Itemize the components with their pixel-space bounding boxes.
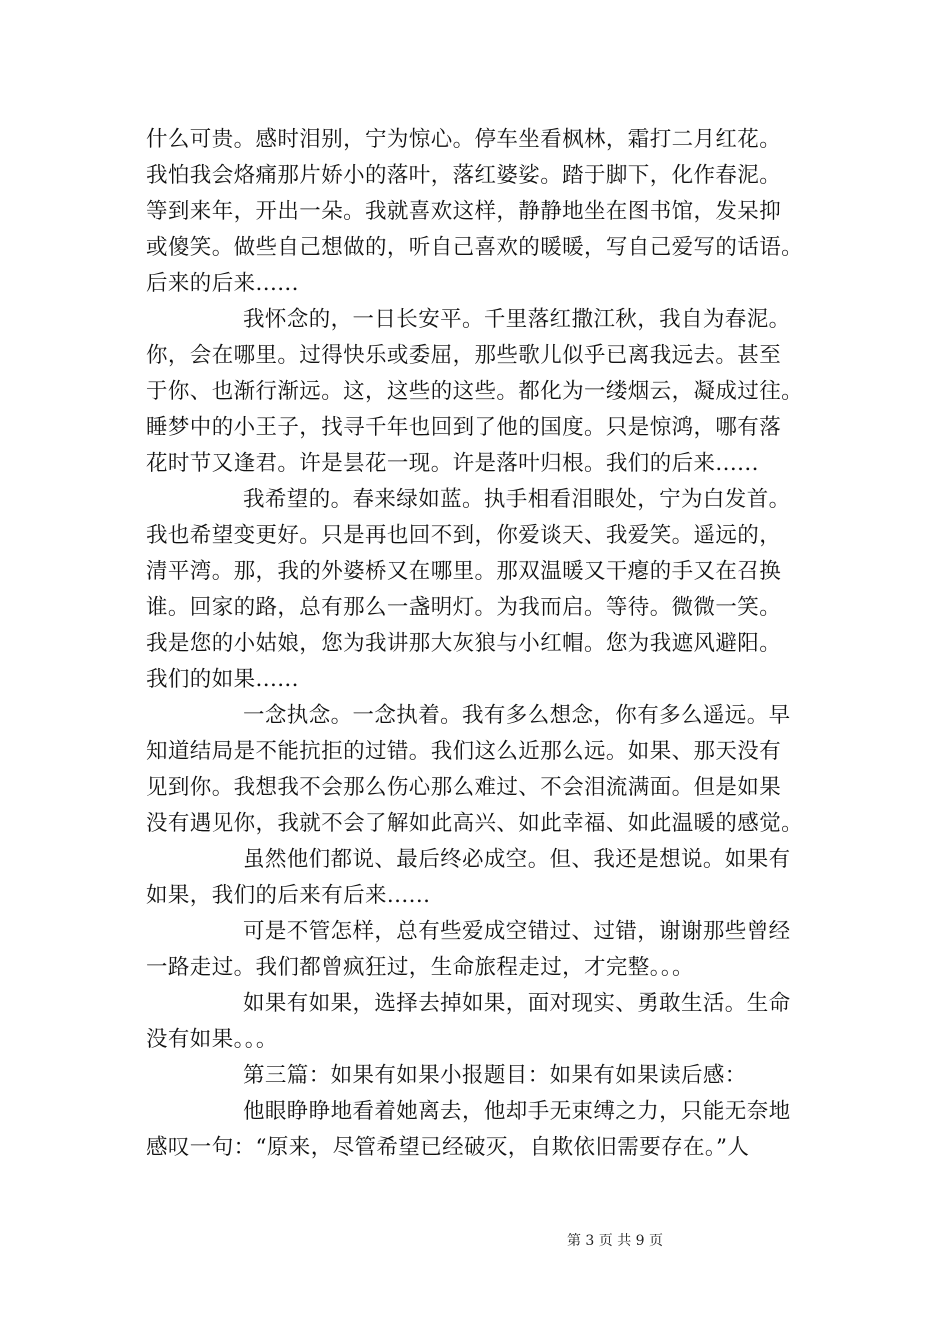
text-line: 谁。回家的路，总有那么一盏明灯。为我而启。等待。微微一笑。 — [146, 595, 782, 620]
text-line: 于你、也渐行渐远。这，这些的这些。都化为一缕烟云，凝成过往。 — [146, 379, 804, 404]
text-line: 如果有如果，选择去掉如果，面对现实、勇敢生活。生命 — [243, 991, 791, 1016]
text-line: 我怀念的，一日长安平。千里落红撒江秋，我自为春泥。 — [243, 307, 791, 332]
document-body — [146, 122, 826, 1166]
text-line: 什么可贵。感时泪别，宁为惊心。停车坐看枫林，霜打二月红花。 — [146, 127, 782, 152]
text-line: 我也希望变更好。只是再也回不到，你爱谈天、我爱笑。遥远的， — [146, 523, 782, 548]
text-line: 虽然他们都说、最后终必成空。但、我还是想说。如果有 — [243, 847, 791, 872]
text-line: 等到来年，开出一朵。我就喜欢这样，静静地坐在图书馆，发呆抑 — [146, 199, 782, 224]
text-line: 你，会在哪里。过得快乐或委屈，那些歌儿似乎已离我远去。甚至 — [146, 343, 782, 368]
text-line: 睡梦中的小王子，找寻千年也回到了他的国度。只是惊鸿，哪有落 — [146, 415, 782, 440]
text-line: 我希望的。春来绿如蓝。执手相看泪眼处，宁为白发首。 — [243, 487, 791, 512]
text-line: 清平湾。那，我的外婆桥又在哪里。那双温暖又干瘪的手又在召换 — [146, 559, 782, 584]
text-line: 见到你。我想我不会那么伤心那么难过、不会泪流满面。但是如果 — [146, 775, 782, 800]
text-line: 一路走过。我们都曾疯狂过，生命旅程走过，才完整。。。 — [146, 955, 694, 980]
text-line: 一念执念。一念执着。我有多么想念，你有多么遥远。早 — [243, 703, 791, 728]
text-line: 我是您的小姑娘，您为我讲那大灰狼与小红帽。您为我遮风避阳。 — [146, 631, 782, 656]
text-line: 没有如果。。。 — [146, 1027, 278, 1052]
text-line: 感叹一句：“原来，尽管希望已经破灭，自欺依旧需要存在。”人 — [146, 1135, 750, 1160]
page-footer: 第 3 页 共 9 页 — [566, 1233, 664, 1249]
text-line: 或傻笑。做些自己想做的，听自己喜欢的暖暖，写自己爱写的话语。 — [146, 235, 804, 260]
text-line: 如果，我们的后来有后来...... — [146, 883, 431, 908]
text-line: 他眼睁睁地看着她离去，他却手无束缚之力，只能无奈地 — [243, 1099, 791, 1124]
text-line: 没有遇见你，我就不会了解如此高兴、如此幸福、如此温暖的感觉。 — [146, 811, 804, 836]
text-line: 第三篇：如果有如果小报题目：如果有如果读后感： — [243, 1063, 747, 1088]
text-line: 花时节又逢君。许是昙花一现。许是落叶归根。我们的后来...... — [146, 451, 759, 476]
text-line: 后来的后来...... — [146, 271, 299, 296]
text-line: 我怕我会烙痛那片娇小的落叶，落红婆娑。踏于脚下，化作春泥。 — [146, 163, 782, 188]
text-line: 我们的如果...... — [146, 667, 299, 692]
text-line: 知道结局是不能抗拒的过错。我们这么近那么远。如果、那天没有 — [146, 739, 782, 764]
text-line: 可是不管怎样，总有些爱成空错过、过错，谢谢那些曾经 — [243, 919, 791, 944]
